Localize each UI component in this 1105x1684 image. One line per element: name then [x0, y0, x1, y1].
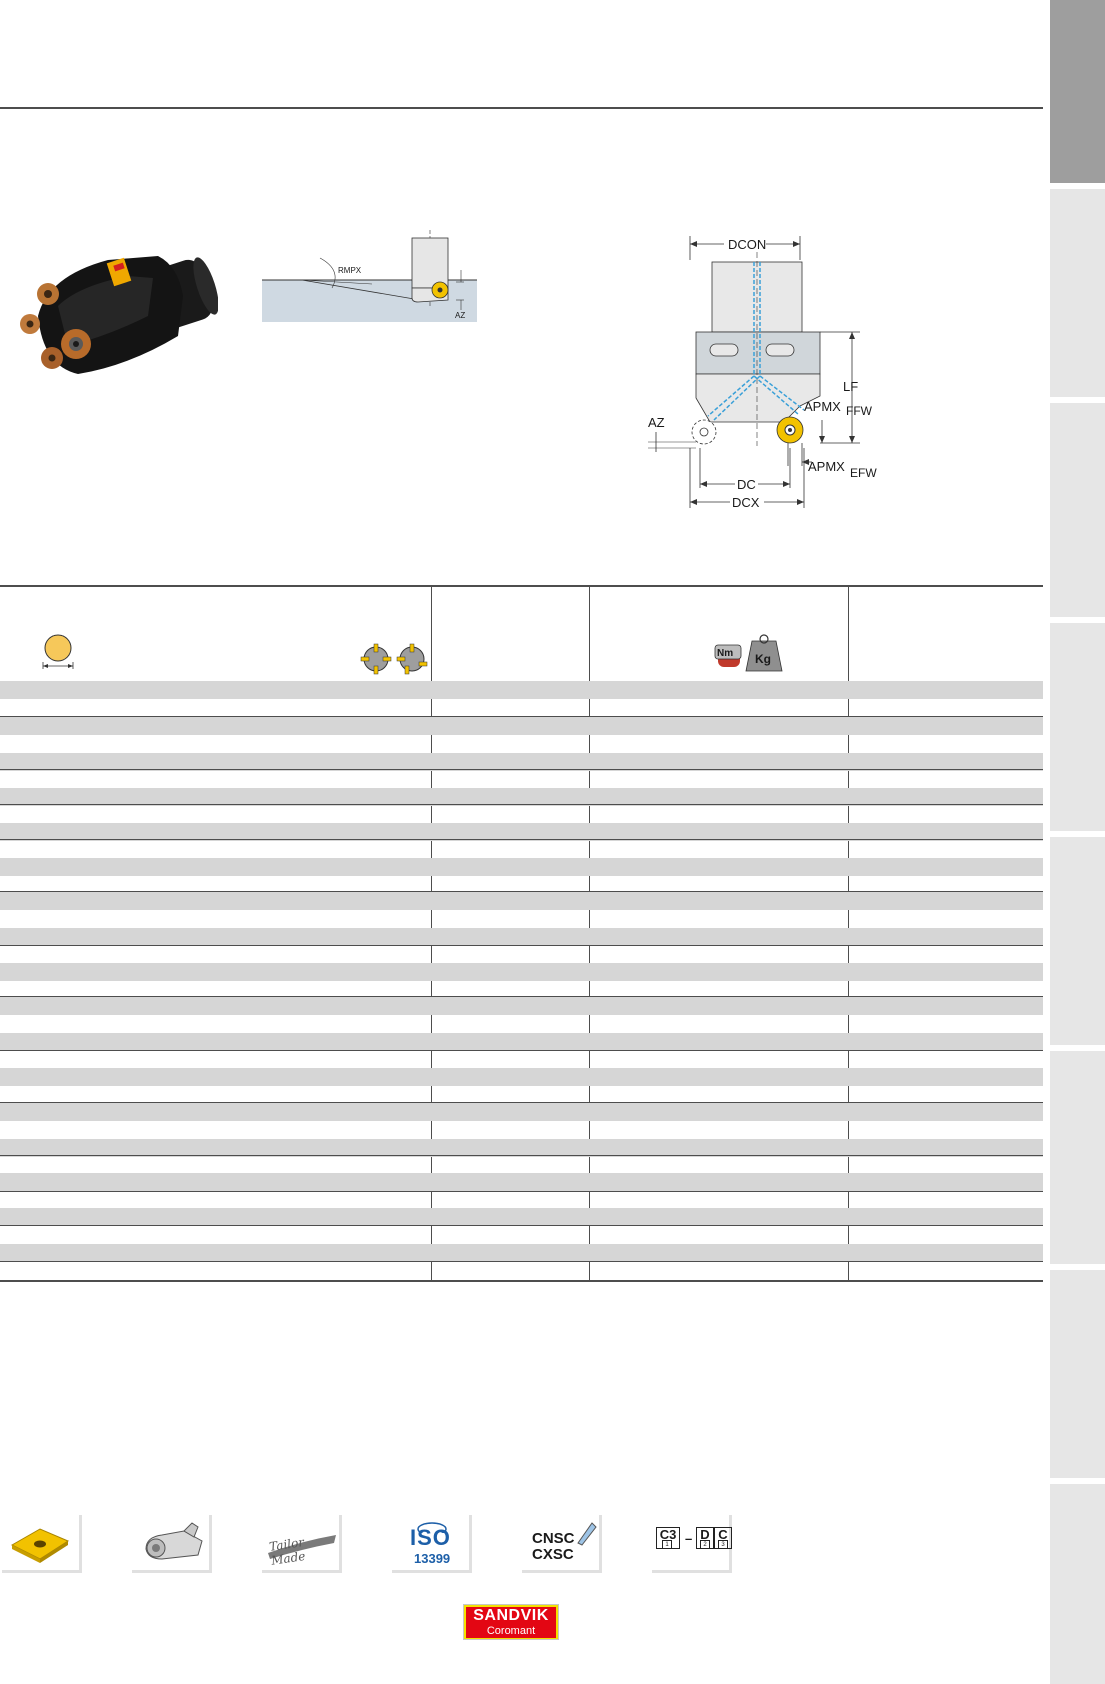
table-row-line [0, 804, 1043, 805]
cnsc-label [532, 1531, 575, 1563]
code-num-3: 3 [718, 1540, 728, 1549]
table-row-line [0, 1050, 1043, 1051]
table-row-line [0, 1155, 1043, 1156]
logo-sub: Coromant [466, 1625, 556, 1638]
table-row [0, 928, 1043, 946]
table-row [0, 1068, 1043, 1086]
table-row [0, 997, 1043, 1015]
torque-icon-label: Nm [717, 648, 734, 659]
section-tab-3[interactable] [1050, 403, 1105, 617]
logo-brand: SANDVIK [466, 1607, 556, 1625]
code-c3: C3 [659, 1527, 677, 1542]
table-row-line [0, 769, 1043, 770]
code-num-1: 1 [662, 1540, 672, 1549]
table-row [0, 681, 1043, 699]
insert-count-icon [360, 642, 430, 676]
table-row [0, 717, 1043, 735]
section-tab-7[interactable] [1050, 1270, 1105, 1478]
table-row [0, 1173, 1043, 1191]
table-row-line [0, 1191, 1043, 1192]
apmx-efw-label: APMX [808, 459, 845, 474]
iso-label: ISO [410, 1525, 451, 1550]
milling-cutter-photo [18, 246, 218, 386]
code-num-2: 2 [700, 1540, 710, 1549]
dcx-label: DCX [732, 495, 760, 510]
section-tab-2[interactable] [1050, 189, 1105, 397]
insert-info-icon[interactable] [2, 1515, 82, 1573]
apmx-ffw-label: APMX [804, 399, 841, 414]
ramping-diagram [262, 230, 482, 330]
section-tab-1[interactable] [1050, 0, 1105, 183]
section-tab-8[interactable] [1050, 1484, 1105, 1684]
code-d: D [700, 1527, 710, 1542]
dcon-label: DCON [728, 237, 767, 252]
table-row [0, 858, 1043, 876]
section-tab-5[interactable] [1050, 837, 1105, 1045]
coromant-capto-code-icon[interactable] [652, 1515, 732, 1573]
ffw-label: FFW [846, 404, 872, 418]
table-row [0, 1208, 1043, 1226]
table-row [0, 1033, 1043, 1051]
tailor-made-icon[interactable] [262, 1515, 342, 1573]
table-top-rule [0, 585, 1043, 587]
table-row [0, 1244, 1043, 1262]
cxsc-text: CXSC [532, 1546, 574, 1563]
table-row [0, 892, 1043, 910]
table-row-line [0, 1261, 1043, 1262]
az-small-label: AZ [455, 311, 466, 320]
holder-info-icon[interactable] [132, 1515, 212, 1573]
table-bottom-rule [0, 1280, 1043, 1282]
table-row [0, 963, 1043, 981]
rmpx-label: RMPX [338, 266, 362, 275]
code-dash: – [685, 1531, 693, 1546]
section-tab-6[interactable] [1050, 1051, 1105, 1264]
efw-label: EFW [850, 466, 877, 480]
torque-weight-icon [712, 633, 788, 673]
tool-holder-icon [132, 1515, 212, 1573]
dc-label: DC [737, 477, 756, 492]
tailor-made-label: Tailor Made [268, 1535, 307, 1568]
table-row-line [0, 839, 1043, 840]
insert-diameter-icon [40, 633, 76, 673]
iso-number: 13399 [414, 1551, 451, 1566]
section-tabs [1050, 0, 1105, 1684]
product-table [0, 585, 1043, 1281]
az-label: AZ [648, 415, 665, 430]
tool-tip-icon [572, 1519, 598, 1547]
section-tab-4[interactable] [1050, 623, 1105, 831]
table-row [0, 1103, 1043, 1121]
iso-13399-icon[interactable] [392, 1515, 472, 1573]
lf-label: LF [843, 379, 859, 394]
code-c: C [718, 1527, 728, 1542]
table-row-line [0, 1225, 1043, 1226]
dimension-drawing [640, 226, 890, 516]
table-row-line [0, 945, 1043, 946]
cnsc-text: CNSC [532, 1530, 575, 1547]
weight-icon-label: Kg [755, 652, 771, 666]
square-insert-icon [2, 1515, 82, 1573]
top-rule [0, 107, 1043, 109]
sandvik-coromant-logo [463, 1604, 559, 1640]
cnsc-cxsc-icon[interactable] [522, 1515, 602, 1573]
